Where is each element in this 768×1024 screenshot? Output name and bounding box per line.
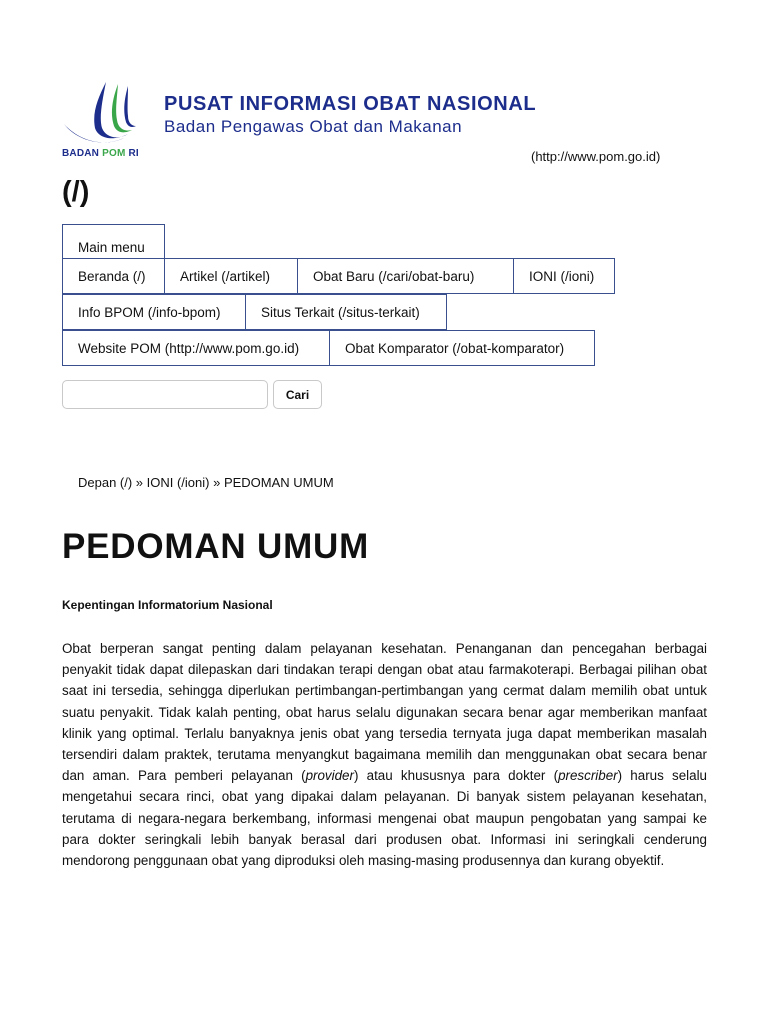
breadcrumb: Depan (/) » IONI (/ioni) » PEDOMAN UMUM [78,475,334,490]
org-subtitle: Badan Pengawas Obat dan Makanan [164,117,463,136]
term-prescriber: prescriber [558,768,618,784]
section-heading: Kepentingan Informatorium Nasional [62,598,273,612]
body-paragraph: Obat berperan sangat penting dalam pelayanan kesehatan. Penanganan dan pencegahan berbagai penyakit tidak dapat dilepaskan dari tindakan terapi dengan obat atau farmakoterapi. Berbagai pilihan obat saat ini tersedia, sehingga diperlukan pertimbangan-pertimbangan yang cermat dalam memilih obat untuk suatu penyakit. Tidak kalah penting, obat harus selalu digunakan secara benar agar memberikan manfaat klinik yang optimal. Terlalu banyaknya jenis obat yang tersedia ternyata juga dapat memberikan masalah tersendiri dalam praktek, terutama menyangkut bagaimana memilih dan menggunakan obat secara benar dan aman. Para pemberi pelayanan (provider) atau khususnya para dokter (prescriber) harus selalu mengetahui secara rinci, obat yang dipakai dalam pelayanan. Di banyak sistem pelayanan kesehatan, terutama di negara-negara berkembang, informasi mengenai obat maupun pengobatan yang sampai ke para dokter seringkali lebih banyak berasal dari produsen obat. Informasi ini seringkali cenderung mendorong penggunaan obat yang diproduksi oleh masing-masing produsennya dan kurang obyektif. [62,641,708,869]
menu-item-beranda[interactable]: Beranda (/) [62,258,165,294]
org-title: PUSAT INFORMASI OBAT NASIONAL [164,93,537,115]
home-link[interactable]: (/) [62,176,90,208]
main-menu-title: Main menu [62,224,165,270]
menu-item-situs-terkait[interactable]: Situs Terkait (/situs-terkait) [245,294,447,330]
site-link[interactable]: (http://www.pom.go.id) [531,149,661,164]
logo-caption: BADAN POM RI [62,148,139,159]
search-button[interactable]: Cari [273,380,322,409]
menu-item-obat-baru[interactable]: Obat Baru (/cari/obat-baru) [297,258,514,294]
menu-item-website-pom[interactable]: Website POM (http://www.pom.go.id) [62,330,330,366]
menu-item-ioni[interactable]: IONI (/ioni) [513,258,615,294]
search-input[interactable] [62,380,268,409]
term-provider: provider [305,768,354,784]
menu-item-info-bpom[interactable]: Info BPOM (/info-bpom) [62,294,246,330]
menu-item-obat-komparator[interactable]: Obat Komparator (/obat-komparator) [329,330,595,366]
menu-item-artikel[interactable]: Artikel (/artikel) [164,258,298,294]
page-title: PEDOMAN UMUM [62,527,370,566]
